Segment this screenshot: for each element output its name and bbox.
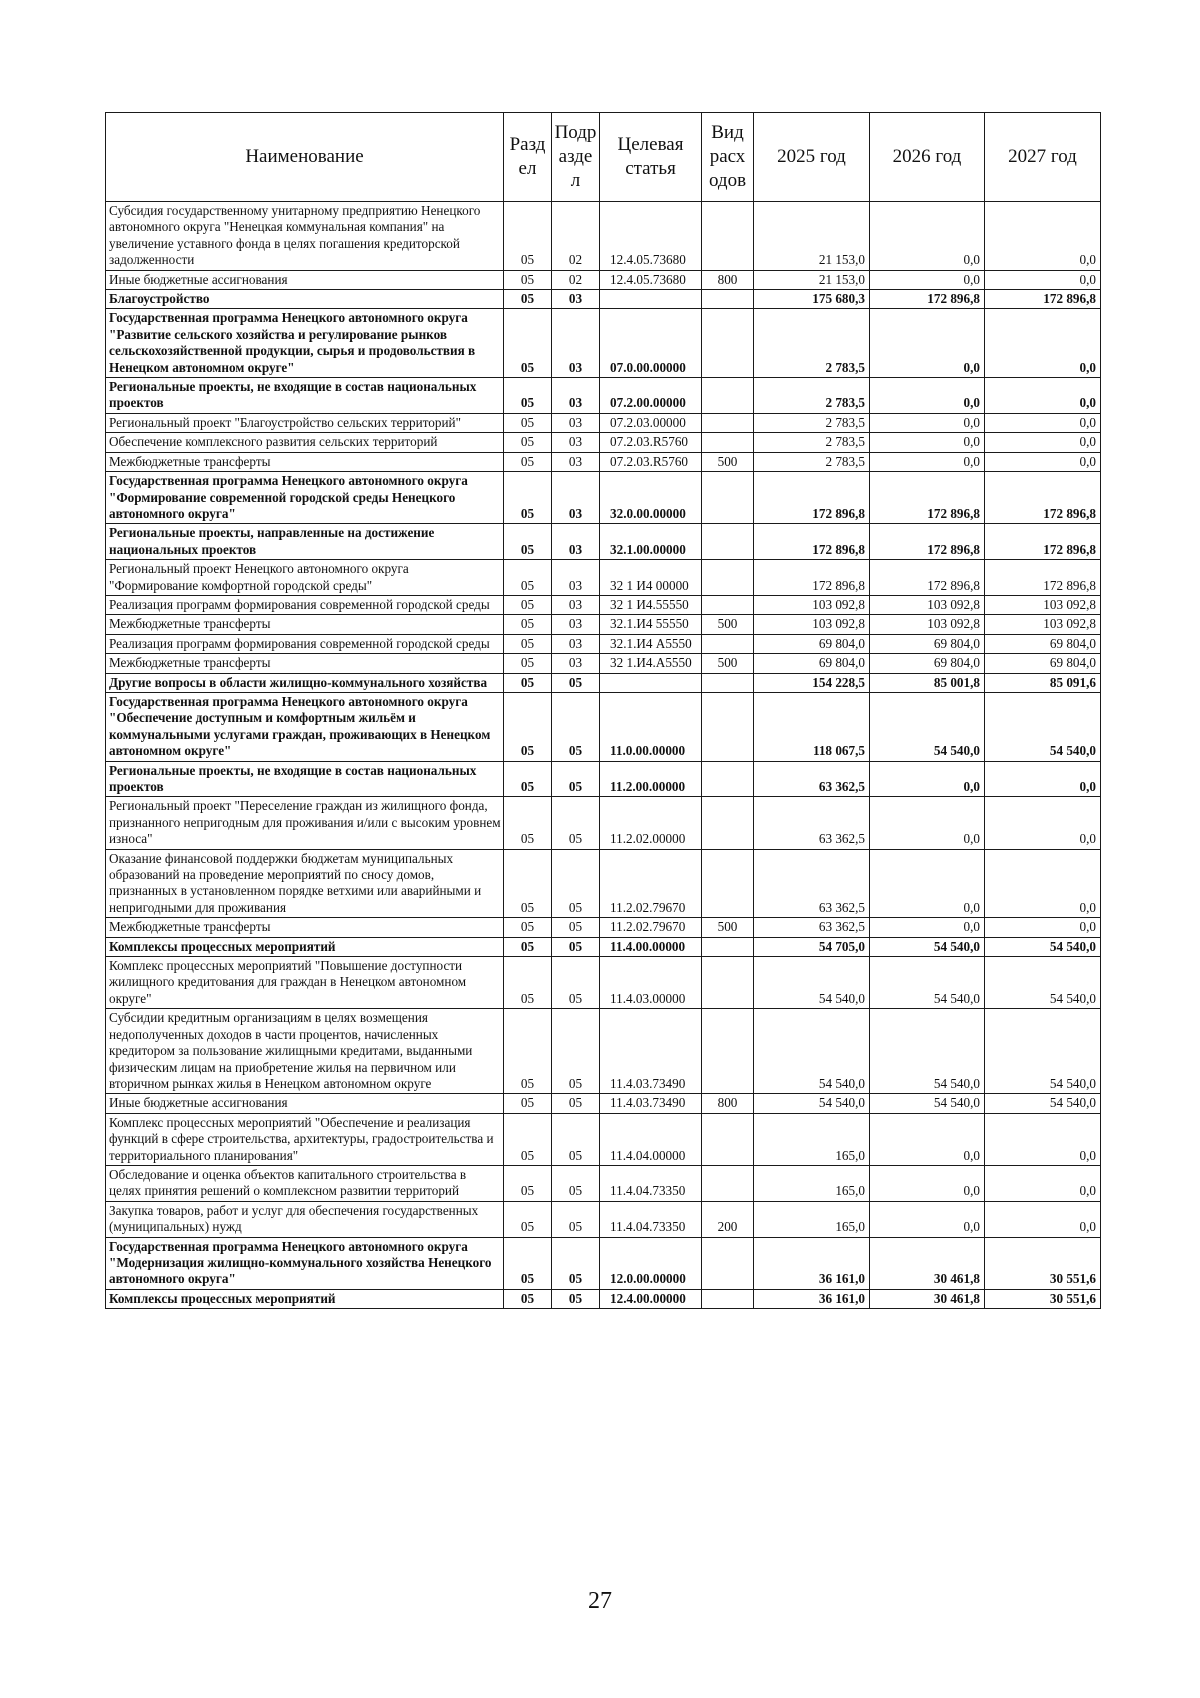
- table-row: [106, 1201, 1101, 1237]
- table-row: [106, 1094, 1101, 1113]
- cell-2026: 0,0: [870, 761, 985, 797]
- cell-expense-type: [702, 673, 754, 692]
- cell-name: Благоустройство: [106, 290, 504, 309]
- cell-razdel: 05: [504, 472, 552, 524]
- cell-2027: 69 804,0: [985, 654, 1101, 673]
- cell-razdel: 05: [504, 673, 552, 692]
- cell-podrazdel: 05: [552, 918, 600, 937]
- header-expense-type: [702, 113, 754, 202]
- cell-2025: 21 153,0: [754, 202, 870, 271]
- cell-2025: 63 362,5: [754, 849, 870, 918]
- cell-expense-type: [702, 1113, 754, 1165]
- cell-2027: 172 896,8: [985, 524, 1101, 560]
- cell-target-article: 12.4.05.73680: [600, 202, 702, 271]
- cell-2027: 0,0: [985, 849, 1101, 918]
- budget-table: [105, 112, 1101, 1309]
- cell-podrazdel: 05: [552, 937, 600, 956]
- cell-2025: 172 896,8: [754, 472, 870, 524]
- header-target-article: [600, 113, 702, 202]
- cell-2026: 0,0: [870, 797, 985, 849]
- cell-2027: 0,0: [985, 433, 1101, 452]
- cell-razdel: 05: [504, 937, 552, 956]
- cell-2025: 69 804,0: [754, 634, 870, 653]
- cell-2025: 2 783,5: [754, 433, 870, 452]
- cell-target-article: [600, 673, 702, 692]
- cell-razdel: 05: [504, 654, 552, 673]
- table-row: [106, 270, 1101, 289]
- table-row: [106, 615, 1101, 634]
- cell-2025: 118 067,5: [754, 692, 870, 761]
- cell-2026: 30 461,8: [870, 1289, 985, 1308]
- cell-podrazdel: 05: [552, 957, 600, 1009]
- cell-2026: 69 804,0: [870, 654, 985, 673]
- table-row: [106, 1113, 1101, 1165]
- cell-podrazdel: 03: [552, 290, 600, 309]
- cell-name: Оказание финансовой поддержки бюджетам муниципальных образований на проведение мероприятий по сносу домов, признанных в установленном порядке ветхими или аварийными и непригодными для проживания: [106, 849, 504, 918]
- cell-2025: 2 783,5: [754, 309, 870, 378]
- cell-podrazdel: 03: [552, 378, 600, 414]
- table-row: [106, 1237, 1101, 1289]
- cell-2026: 0,0: [870, 202, 985, 271]
- cell-name: Комплекс процессных мероприятий "Обеспечение и реализация функций в сфере строительства, архитектуры, градостроительства и территориального планирования": [106, 1113, 504, 1165]
- cell-target-article: 11.4.04.00000: [600, 1113, 702, 1165]
- table-row: [106, 761, 1101, 797]
- cell-expense-type: [702, 957, 754, 1009]
- cell-2027: 85 091,6: [985, 673, 1101, 692]
- cell-expense-type: [702, 634, 754, 653]
- table-row: [106, 202, 1101, 271]
- cell-2027: 103 092,8: [985, 595, 1101, 614]
- cell-expense-type: 500: [702, 452, 754, 471]
- header-2025: 2025 год: [754, 113, 870, 202]
- cell-2025: 69 804,0: [754, 654, 870, 673]
- table-row: [106, 692, 1101, 761]
- cell-podrazdel: 03: [552, 309, 600, 378]
- cell-target-article: 07.2.00.00000: [600, 378, 702, 414]
- cell-2025: 154 228,5: [754, 673, 870, 692]
- cell-name: Региональный проект Ненецкого автономного округа "Формирование комфортной городской среды": [106, 560, 504, 596]
- cell-razdel: 05: [504, 797, 552, 849]
- cell-2026: 172 896,8: [870, 560, 985, 596]
- header-podrazdel: [552, 113, 600, 202]
- cell-expense-type: [702, 524, 754, 560]
- cell-2026: 30 461,8: [870, 1237, 985, 1289]
- cell-2025: 54 540,0: [754, 1009, 870, 1094]
- cell-2026: 0,0: [870, 849, 985, 918]
- cell-name: Реализация программ формирования современной городской среды: [106, 634, 504, 653]
- cell-razdel: 05: [504, 615, 552, 634]
- cell-razdel: 05: [504, 378, 552, 414]
- cell-target-article: 32 1 И4.55550: [600, 595, 702, 614]
- cell-target-article: 12.0.00.00000: [600, 1237, 702, 1289]
- cell-razdel: 05: [504, 309, 552, 378]
- table-row: [106, 654, 1101, 673]
- cell-target-article: 07.0.00.00000: [600, 309, 702, 378]
- cell-expense-type: [702, 433, 754, 452]
- cell-target-article: 11.4.00.00000: [600, 937, 702, 956]
- cell-2025: 165,0: [754, 1113, 870, 1165]
- cell-name: Межбюджетные трансферты: [106, 654, 504, 673]
- cell-2025: 2 783,5: [754, 378, 870, 414]
- cell-2026: 54 540,0: [870, 1009, 985, 1094]
- cell-2027: 0,0: [985, 270, 1101, 289]
- table-body: [106, 202, 1101, 1309]
- cell-name: Другие вопросы в области жилищно-коммунального хозяйства: [106, 673, 504, 692]
- cell-razdel: 05: [504, 202, 552, 271]
- cell-2025: 54 705,0: [754, 937, 870, 956]
- cell-expense-type: [702, 472, 754, 524]
- cell-razdel: 05: [504, 413, 552, 432]
- cell-name: Реализация программ формирования современной городской среды: [106, 595, 504, 614]
- cell-name: Региональные проекты, не входящие в состав национальных проектов: [106, 378, 504, 414]
- table-row: [106, 560, 1101, 596]
- cell-2027: 54 540,0: [985, 1094, 1101, 1113]
- cell-target-article: 11.2.02.79670: [600, 918, 702, 937]
- cell-name: Субсидии кредитным организациям в целях возмещения недополученных доходов в части процентов, начисленных кредитором за пользование жилищными кредитами, выданными физическим лицам на приобретение жилья на первичном или вторичном рынках жилья в Ненецком автономном округе: [106, 1009, 504, 1094]
- cell-podrazdel: 05: [552, 797, 600, 849]
- cell-podrazdel: 02: [552, 202, 600, 271]
- cell-name: Субсидия государственному унитарному предприятию Ненецкого автономного округа "Ненецкая коммунальная компания" на увеличение уставного фонда в целях погашения кредиторской задолженности: [106, 202, 504, 271]
- cell-razdel: 05: [504, 918, 552, 937]
- cell-2027: 0,0: [985, 202, 1101, 271]
- cell-2026: 0,0: [870, 1165, 985, 1201]
- table-row: [106, 524, 1101, 560]
- table-row: [106, 595, 1101, 614]
- cell-podrazdel: 03: [552, 524, 600, 560]
- cell-podrazdel: 05: [552, 1094, 600, 1113]
- cell-expense-type: [702, 849, 754, 918]
- cell-razdel: 05: [504, 1009, 552, 1094]
- cell-target-article: 32 1 И4 00000: [600, 560, 702, 596]
- cell-2027: 0,0: [985, 918, 1101, 937]
- cell-2026: 0,0: [870, 413, 985, 432]
- table-row: [106, 452, 1101, 471]
- cell-2026: 0,0: [870, 270, 985, 289]
- cell-podrazdel: 05: [552, 692, 600, 761]
- cell-razdel: 05: [504, 761, 552, 797]
- cell-razdel: 05: [504, 452, 552, 471]
- cell-target-article: 32 1.И4.А5550: [600, 654, 702, 673]
- table-row: [106, 472, 1101, 524]
- cell-expense-type: [702, 1289, 754, 1308]
- cell-2027: 172 896,8: [985, 290, 1101, 309]
- cell-name: Закупка товаров, работ и услуг для обеспечения государственных (муниципальных) нужд: [106, 1201, 504, 1237]
- cell-2026: 0,0: [870, 918, 985, 937]
- table-row: [106, 413, 1101, 432]
- cell-razdel: 05: [504, 290, 552, 309]
- cell-expense-type: [702, 1009, 754, 1094]
- cell-razdel: 05: [504, 692, 552, 761]
- header-2026: 2026 год: [870, 113, 985, 202]
- cell-name: Региональный проект "Переселение граждан из жилищного фонда, признанного непригодным для проживания и/или с высоким уровнем износа": [106, 797, 504, 849]
- cell-podrazdel: 05: [552, 1201, 600, 1237]
- header-vid-text: Вид расх одов: [708, 122, 747, 191]
- cell-expense-type: [702, 937, 754, 956]
- cell-2025: 165,0: [754, 1165, 870, 1201]
- cell-2026: 0,0: [870, 1201, 985, 1237]
- cell-2026: 172 896,8: [870, 290, 985, 309]
- table-header-row: [106, 113, 1101, 202]
- cell-target-article: 07.2.03.R5760: [600, 433, 702, 452]
- cell-2026: 0,0: [870, 378, 985, 414]
- cell-2027: 54 540,0: [985, 1009, 1101, 1094]
- cell-expense-type: [702, 761, 754, 797]
- cell-target-article: 11.4.03.00000: [600, 957, 702, 1009]
- cell-2025: 103 092,8: [754, 615, 870, 634]
- cell-target-article: 11.4.03.73490: [600, 1094, 702, 1113]
- cell-name: Обследование и оценка объектов капитального строительства в целях принятия решений о комплексном развитии территорий: [106, 1165, 504, 1201]
- cell-podrazdel: 05: [552, 1289, 600, 1308]
- table-row: [106, 378, 1101, 414]
- cell-name: Региональные проекты, не входящие в состав национальных проектов: [106, 761, 504, 797]
- cell-podrazdel: 02: [552, 270, 600, 289]
- cell-podrazdel: 05: [552, 761, 600, 797]
- cell-razdel: 05: [504, 1289, 552, 1308]
- cell-razdel: 05: [504, 1094, 552, 1113]
- cell-2027: 54 540,0: [985, 957, 1101, 1009]
- cell-2027: 0,0: [985, 452, 1101, 471]
- cell-name: Государственная программа Ненецкого автономного округа "Формирование современной городской среды Ненецкого автономного округа": [106, 472, 504, 524]
- table-row: [106, 937, 1101, 956]
- cell-target-article: 11.2.02.00000: [600, 797, 702, 849]
- header-razdel: [504, 113, 552, 202]
- cell-podrazdel: 03: [552, 654, 600, 673]
- cell-2025: 175 680,3: [754, 290, 870, 309]
- cell-expense-type: 200: [702, 1201, 754, 1237]
- cell-name: Иные бюджетные ассигнования: [106, 270, 504, 289]
- cell-name: Комплексы процессных мероприятий: [106, 1289, 504, 1308]
- cell-podrazdel: 05: [552, 1165, 600, 1201]
- cell-2025: 36 161,0: [754, 1237, 870, 1289]
- cell-2025: 63 362,5: [754, 797, 870, 849]
- cell-target-article: 07.2.03.00000: [600, 413, 702, 432]
- cell-2027: 172 896,8: [985, 560, 1101, 596]
- cell-target-article: 32.1.И4 55550: [600, 615, 702, 634]
- cell-2025: 165,0: [754, 1201, 870, 1237]
- cell-name: Государственная программа Ненецкого автономного округа "Модернизация жилищно-коммунального хозяйства Ненецкого автономного округа": [106, 1237, 504, 1289]
- cell-target-article: 11.2.02.79670: [600, 849, 702, 918]
- cell-podrazdel: 03: [552, 433, 600, 452]
- cell-name: Региональные проекты, направленные на достижение национальных проектов: [106, 524, 504, 560]
- cell-2027: 172 896,8: [985, 472, 1101, 524]
- cell-podrazdel: 03: [552, 560, 600, 596]
- cell-podrazdel: 03: [552, 615, 600, 634]
- cell-expense-type: [702, 595, 754, 614]
- cell-expense-type: [702, 1165, 754, 1201]
- table-row: [106, 957, 1101, 1009]
- cell-2026: 0,0: [870, 309, 985, 378]
- cell-expense-type: 500: [702, 918, 754, 937]
- cell-name: Комплексы процессных мероприятий: [106, 937, 504, 956]
- cell-expense-type: [702, 202, 754, 271]
- cell-expense-type: [702, 290, 754, 309]
- cell-razdel: 05: [504, 524, 552, 560]
- header-name: Наименование: [106, 113, 504, 202]
- cell-2025: 2 783,5: [754, 413, 870, 432]
- table-row: [106, 634, 1101, 653]
- cell-razdel: 05: [504, 560, 552, 596]
- cell-razdel: 05: [504, 1201, 552, 1237]
- cell-expense-type: 800: [702, 270, 754, 289]
- cell-2025: 172 896,8: [754, 560, 870, 596]
- cell-2026: 0,0: [870, 1113, 985, 1165]
- cell-podrazdel: 03: [552, 595, 600, 614]
- cell-target-article: 11.0.00.00000: [600, 692, 702, 761]
- cell-podrazdel: 05: [552, 673, 600, 692]
- cell-2026: 54 540,0: [870, 1094, 985, 1113]
- cell-podrazdel: 05: [552, 849, 600, 918]
- cell-name: Комплекс процессных мероприятий "Повышение доступности жилищного кредитования для граждан в Ненецком автономном округе": [106, 957, 504, 1009]
- cell-2025: 2 783,5: [754, 452, 870, 471]
- cell-razdel: 05: [504, 1165, 552, 1201]
- cell-2027: 0,0: [985, 1113, 1101, 1165]
- cell-name: Иные бюджетные ассигнования: [106, 1094, 504, 1113]
- cell-razdel: 05: [504, 849, 552, 918]
- cell-2026: 172 896,8: [870, 472, 985, 524]
- header-target-text: Целевая статья: [617, 134, 684, 179]
- cell-expense-type: [702, 413, 754, 432]
- cell-razdel: 05: [504, 433, 552, 452]
- cell-2027: 0,0: [985, 797, 1101, 849]
- cell-2027: 30 551,6: [985, 1289, 1101, 1308]
- cell-expense-type: [702, 560, 754, 596]
- cell-target-article: 32.1.И4 А5550: [600, 634, 702, 653]
- cell-target-article: 11.2.00.00000: [600, 761, 702, 797]
- cell-expense-type: 500: [702, 615, 754, 634]
- table-row: [106, 1165, 1101, 1201]
- cell-2027: 0,0: [985, 413, 1101, 432]
- cell-razdel: 05: [504, 595, 552, 614]
- cell-2027: 30 551,6: [985, 1237, 1101, 1289]
- cell-podrazdel: 03: [552, 452, 600, 471]
- cell-2026: 54 540,0: [870, 692, 985, 761]
- table-row: [106, 433, 1101, 452]
- cell-name: Межбюджетные трансферты: [106, 615, 504, 634]
- cell-2027: 69 804,0: [985, 634, 1101, 653]
- cell-target-article: 12.4.00.00000: [600, 1289, 702, 1308]
- cell-2027: 54 540,0: [985, 937, 1101, 956]
- cell-2026: 85 001,8: [870, 673, 985, 692]
- cell-podrazdel: 03: [552, 472, 600, 524]
- cell-expense-type: [702, 378, 754, 414]
- cell-expense-type: 500: [702, 654, 754, 673]
- cell-razdel: 05: [504, 270, 552, 289]
- cell-expense-type: [702, 692, 754, 761]
- cell-podrazdel: 03: [552, 634, 600, 653]
- cell-expense-type: [702, 309, 754, 378]
- cell-razdel: 05: [504, 1237, 552, 1289]
- cell-target-article: 11.4.04.73350: [600, 1165, 702, 1201]
- cell-target-article: [600, 290, 702, 309]
- cell-2026: 172 896,8: [870, 524, 985, 560]
- table-row: [106, 797, 1101, 849]
- cell-2027: 0,0: [985, 761, 1101, 797]
- cell-name: Государственная программа Ненецкого автономного округа "Развитие сельского хозяйства и регулирование рынков сельскохозяйственной продукции, сырья и продовольствия в Ненецком автономном округе": [106, 309, 504, 378]
- cell-2027: 0,0: [985, 1201, 1101, 1237]
- cell-name: Региональный проект "Благоустройство сельских территорий": [106, 413, 504, 432]
- cell-2026: 54 540,0: [870, 957, 985, 1009]
- cell-podrazdel: 03: [552, 413, 600, 432]
- cell-2025: 36 161,0: [754, 1289, 870, 1308]
- cell-2025: 172 896,8: [754, 524, 870, 560]
- table-row: [106, 1289, 1101, 1308]
- cell-name: Межбюджетные трансферты: [106, 918, 504, 937]
- cell-2026: 69 804,0: [870, 634, 985, 653]
- cell-target-article: 12.4.05.73680: [600, 270, 702, 289]
- cell-2026: 0,0: [870, 433, 985, 452]
- cell-expense-type: 800: [702, 1094, 754, 1113]
- cell-target-article: 11.4.03.73490: [600, 1009, 702, 1094]
- cell-2026: 54 540,0: [870, 937, 985, 956]
- cell-name: Межбюджетные трансферты: [106, 452, 504, 471]
- cell-name: Государственная программа Ненецкого автономного округа "Обеспечение доступным и комфортным жильём и коммунальными услугами граждан, проживающих в Ненецком автономном округе": [106, 692, 504, 761]
- cell-name: Обеспечение комплексного развития сельских территорий: [106, 433, 504, 452]
- cell-2027: 0,0: [985, 378, 1101, 414]
- table-row: [106, 918, 1101, 937]
- header-podrazdel-text: Подр азде л: [554, 122, 597, 191]
- cell-razdel: 05: [504, 957, 552, 1009]
- cell-podrazdel: 05: [552, 1237, 600, 1289]
- cell-2027: 0,0: [985, 1165, 1101, 1201]
- cell-target-article: 07.2.03.R5760: [600, 452, 702, 471]
- cell-target-article: 32.0.00.00000: [600, 472, 702, 524]
- table-row: [106, 290, 1101, 309]
- cell-podrazdel: 05: [552, 1113, 600, 1165]
- cell-2026: 0,0: [870, 452, 985, 471]
- table-row: [106, 309, 1101, 378]
- cell-target-article: 11.4.04.73350: [600, 1201, 702, 1237]
- cell-expense-type: [702, 797, 754, 849]
- page-number: 27: [588, 1588, 612, 1614]
- table-row: [106, 673, 1101, 692]
- cell-2025: 54 540,0: [754, 1094, 870, 1113]
- table-row: [106, 1009, 1101, 1094]
- cell-target-article: 32.1.00.00000: [600, 524, 702, 560]
- cell-2027: 54 540,0: [985, 692, 1101, 761]
- header-2027: 2027 год: [985, 113, 1101, 202]
- cell-razdel: 05: [504, 634, 552, 653]
- header-razdel-text: Разд ел: [509, 134, 546, 179]
- cell-2025: 63 362,5: [754, 761, 870, 797]
- cell-2026: 103 092,8: [870, 615, 985, 634]
- cell-2027: 103 092,8: [985, 615, 1101, 634]
- cell-podrazdel: 05: [552, 1009, 600, 1094]
- cell-2027: 0,0: [985, 309, 1101, 378]
- cell-expense-type: [702, 1237, 754, 1289]
- cell-2025: 21 153,0: [754, 270, 870, 289]
- table-row: [106, 849, 1101, 918]
- cell-2026: 103 092,8: [870, 595, 985, 614]
- cell-razdel: 05: [504, 1113, 552, 1165]
- cell-2025: 54 540,0: [754, 957, 870, 1009]
- cell-2025: 103 092,8: [754, 595, 870, 614]
- cell-2025: 63 362,5: [754, 918, 870, 937]
